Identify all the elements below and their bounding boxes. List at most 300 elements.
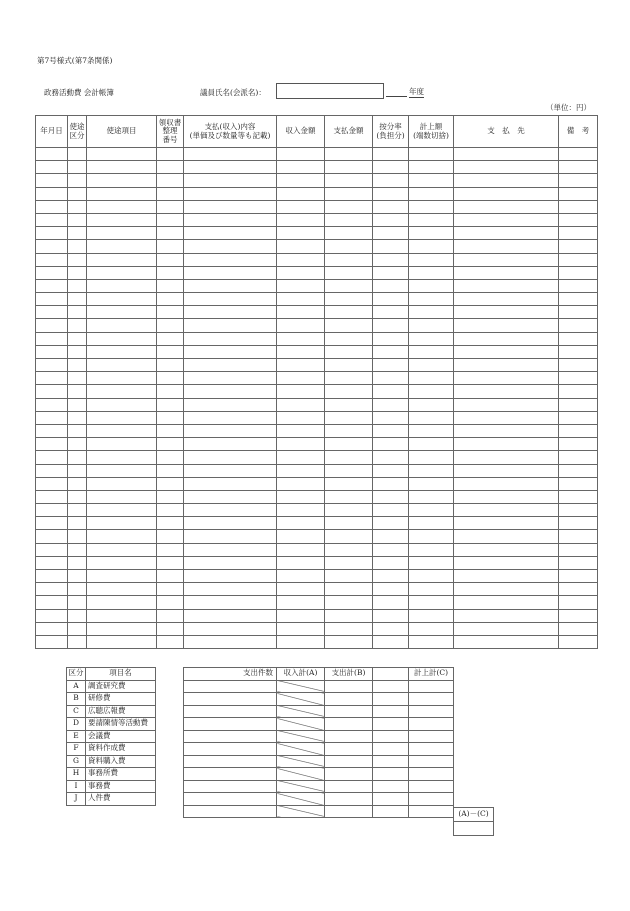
ledger-cell[interactable] bbox=[373, 398, 409, 411]
summary-cell[interactable] bbox=[325, 793, 373, 806]
ledger-cell[interactable] bbox=[454, 570, 559, 583]
ledger-cell[interactable] bbox=[36, 227, 68, 240]
ledger-cell[interactable] bbox=[157, 556, 184, 569]
ledger-cell[interactable] bbox=[559, 148, 598, 161]
ledger-cell[interactable] bbox=[325, 556, 373, 569]
ledger-cell[interactable] bbox=[325, 570, 373, 583]
ledger-cell[interactable] bbox=[325, 424, 373, 437]
ledger-cell[interactable] bbox=[87, 490, 157, 503]
ledger-cell[interactable] bbox=[373, 332, 409, 345]
ledger-cell[interactable] bbox=[184, 253, 277, 266]
ledger-cell[interactable] bbox=[373, 464, 409, 477]
ledger-cell[interactable] bbox=[87, 385, 157, 398]
ledger-cell[interactable] bbox=[87, 556, 157, 569]
ledger-cell[interactable] bbox=[184, 543, 277, 556]
ledger-cell[interactable] bbox=[454, 293, 559, 306]
ledger-cell[interactable] bbox=[157, 477, 184, 490]
ledger-cell[interactable] bbox=[87, 451, 157, 464]
ledger-cell[interactable] bbox=[559, 530, 598, 543]
ledger-cell[interactable] bbox=[409, 161, 454, 174]
ledger-cell[interactable] bbox=[68, 372, 87, 385]
ledger-cell[interactable] bbox=[559, 319, 598, 332]
ledger-cell[interactable] bbox=[157, 583, 184, 596]
ledger-cell[interactable] bbox=[454, 213, 559, 226]
ledger-cell[interactable] bbox=[325, 174, 373, 187]
ledger-cell[interactable] bbox=[373, 635, 409, 648]
ledger-cell[interactable] bbox=[87, 266, 157, 279]
ledger-cell[interactable] bbox=[157, 622, 184, 635]
ledger-cell[interactable] bbox=[454, 530, 559, 543]
ledger-cell[interactable] bbox=[373, 438, 409, 451]
summary-cell[interactable] bbox=[184, 743, 277, 756]
ledger-cell[interactable] bbox=[277, 213, 325, 226]
ledger-cell[interactable] bbox=[373, 490, 409, 503]
ledger-cell[interactable] bbox=[409, 345, 454, 358]
ledger-cell[interactable] bbox=[559, 345, 598, 358]
ledger-cell[interactable] bbox=[157, 174, 184, 187]
ledger-cell[interactable] bbox=[87, 504, 157, 517]
ledger-cell[interactable] bbox=[325, 490, 373, 503]
ledger-cell[interactable] bbox=[68, 240, 87, 253]
ledger-cell[interactable] bbox=[409, 359, 454, 372]
ledger-cell[interactable] bbox=[559, 556, 598, 569]
ledger-cell[interactable] bbox=[373, 306, 409, 319]
ledger-cell[interactable] bbox=[157, 596, 184, 609]
ledger-cell[interactable] bbox=[36, 332, 68, 345]
ledger-cell[interactable] bbox=[157, 293, 184, 306]
ledger-cell[interactable] bbox=[325, 306, 373, 319]
ledger-cell[interactable] bbox=[373, 345, 409, 358]
ledger-cell[interactable] bbox=[373, 161, 409, 174]
ledger-cell[interactable] bbox=[373, 240, 409, 253]
ledger-cell[interactable] bbox=[373, 583, 409, 596]
ledger-cell[interactable] bbox=[559, 635, 598, 648]
ledger-cell[interactable] bbox=[68, 490, 87, 503]
ledger-cell[interactable] bbox=[454, 187, 559, 200]
ledger-cell[interactable] bbox=[157, 148, 184, 161]
ledger-cell[interactable] bbox=[559, 609, 598, 622]
ledger-cell[interactable] bbox=[36, 543, 68, 556]
ledger-cell[interactable] bbox=[277, 635, 325, 648]
ledger-cell[interactable] bbox=[454, 490, 559, 503]
ledger-cell[interactable] bbox=[325, 477, 373, 490]
ledger-cell[interactable] bbox=[277, 424, 325, 437]
ledger-cell[interactable] bbox=[184, 227, 277, 240]
ledger-cell[interactable] bbox=[157, 200, 184, 213]
ledger-cell[interactable] bbox=[277, 148, 325, 161]
ledger-cell[interactable] bbox=[87, 398, 157, 411]
summary-cell[interactable] bbox=[184, 718, 277, 731]
ledger-cell[interactable] bbox=[87, 240, 157, 253]
ledger-cell[interactable] bbox=[277, 332, 325, 345]
ledger-cell[interactable] bbox=[36, 596, 68, 609]
ledger-cell[interactable] bbox=[157, 517, 184, 530]
ledger-cell[interactable] bbox=[454, 359, 559, 372]
ledger-cell[interactable] bbox=[36, 490, 68, 503]
ledger-cell[interactable] bbox=[454, 411, 559, 424]
ledger-cell[interactable] bbox=[36, 372, 68, 385]
ledger-cell[interactable] bbox=[157, 490, 184, 503]
ledger-cell[interactable] bbox=[87, 570, 157, 583]
ledger-cell[interactable] bbox=[87, 306, 157, 319]
ledger-cell[interactable] bbox=[325, 240, 373, 253]
ledger-cell[interactable] bbox=[559, 490, 598, 503]
ledger-cell[interactable] bbox=[373, 451, 409, 464]
ledger-cell[interactable] bbox=[68, 583, 87, 596]
ledger-cell[interactable] bbox=[68, 319, 87, 332]
ledger-cell[interactable] bbox=[325, 148, 373, 161]
ledger-cell[interactable] bbox=[184, 477, 277, 490]
ledger-cell[interactable] bbox=[454, 622, 559, 635]
ledger-cell[interactable] bbox=[87, 279, 157, 292]
ledger-cell[interactable] bbox=[68, 451, 87, 464]
ledger-cell[interactable] bbox=[325, 279, 373, 292]
summary-cell[interactable] bbox=[409, 755, 454, 768]
ledger-cell[interactable] bbox=[277, 504, 325, 517]
ledger-cell[interactable] bbox=[454, 464, 559, 477]
ledger-cell[interactable] bbox=[184, 187, 277, 200]
ledger-cell[interactable] bbox=[277, 279, 325, 292]
ledger-cell[interactable] bbox=[559, 293, 598, 306]
ledger-cell[interactable] bbox=[36, 398, 68, 411]
ledger-cell[interactable] bbox=[184, 279, 277, 292]
ledger-cell[interactable] bbox=[36, 293, 68, 306]
ledger-cell[interactable] bbox=[36, 477, 68, 490]
ledger-cell[interactable] bbox=[184, 161, 277, 174]
ledger-cell[interactable] bbox=[184, 583, 277, 596]
ledger-cell[interactable] bbox=[559, 240, 598, 253]
ledger-cell[interactable] bbox=[36, 200, 68, 213]
ledger-cell[interactable] bbox=[68, 424, 87, 437]
ledger-cell[interactable] bbox=[87, 543, 157, 556]
ledger-cell[interactable] bbox=[68, 385, 87, 398]
ledger-cell[interactable] bbox=[157, 635, 184, 648]
ledger-cell[interactable] bbox=[454, 372, 559, 385]
ledger-cell[interactable] bbox=[373, 279, 409, 292]
ledger-cell[interactable] bbox=[373, 213, 409, 226]
ledger-cell[interactable] bbox=[87, 438, 157, 451]
ledger-cell[interactable] bbox=[36, 187, 68, 200]
ledger-cell[interactable] bbox=[409, 451, 454, 464]
ledger-cell[interactable] bbox=[409, 332, 454, 345]
ledger-cell[interactable] bbox=[325, 372, 373, 385]
ledger-cell[interactable] bbox=[36, 583, 68, 596]
ledger-cell[interactable] bbox=[68, 398, 87, 411]
ledger-cell[interactable] bbox=[68, 438, 87, 451]
ledger-cell[interactable] bbox=[454, 345, 559, 358]
ledger-cell[interactable] bbox=[277, 451, 325, 464]
summary-cell[interactable] bbox=[184, 805, 277, 818]
ledger-cell[interactable] bbox=[373, 385, 409, 398]
ledger-cell[interactable] bbox=[277, 543, 325, 556]
summary-cell[interactable] bbox=[325, 730, 373, 743]
ledger-cell[interactable] bbox=[68, 570, 87, 583]
summary-cell[interactable] bbox=[184, 768, 277, 781]
ledger-cell[interactable] bbox=[277, 359, 325, 372]
ledger-cell[interactable] bbox=[184, 174, 277, 187]
ledger-cell[interactable] bbox=[157, 530, 184, 543]
ledger-cell[interactable] bbox=[454, 200, 559, 213]
ledger-cell[interactable] bbox=[325, 635, 373, 648]
ledger-cell[interactable] bbox=[184, 332, 277, 345]
ledger-cell[interactable] bbox=[68, 279, 87, 292]
ledger-cell[interactable] bbox=[184, 372, 277, 385]
ledger-cell[interactable] bbox=[184, 504, 277, 517]
ledger-cell[interactable] bbox=[157, 570, 184, 583]
ledger-cell[interactable] bbox=[409, 174, 454, 187]
ledger-cell[interactable] bbox=[454, 266, 559, 279]
summary-cell[interactable] bbox=[373, 755, 409, 768]
ledger-cell[interactable] bbox=[409, 227, 454, 240]
ledger-cell[interactable] bbox=[325, 200, 373, 213]
ledger-cell[interactable] bbox=[373, 596, 409, 609]
ledger-cell[interactable] bbox=[157, 240, 184, 253]
ledger-cell[interactable] bbox=[184, 213, 277, 226]
ledger-cell[interactable] bbox=[373, 504, 409, 517]
ledger-cell[interactable] bbox=[277, 464, 325, 477]
ledger-cell[interactable] bbox=[559, 570, 598, 583]
ledger-cell[interactable] bbox=[87, 148, 157, 161]
ledger-cell[interactable] bbox=[184, 319, 277, 332]
ledger-cell[interactable] bbox=[373, 477, 409, 490]
summary-cell[interactable] bbox=[325, 705, 373, 718]
ledger-cell[interactable] bbox=[454, 279, 559, 292]
ledger-cell[interactable] bbox=[36, 556, 68, 569]
ledger-cell[interactable] bbox=[559, 332, 598, 345]
summary-cell[interactable] bbox=[409, 805, 454, 818]
ledger-cell[interactable] bbox=[373, 543, 409, 556]
ledger-cell[interactable] bbox=[454, 424, 559, 437]
summary-cell[interactable] bbox=[325, 805, 373, 818]
ledger-cell[interactable] bbox=[68, 345, 87, 358]
summary-cell[interactable] bbox=[184, 793, 277, 806]
ledger-cell[interactable] bbox=[559, 359, 598, 372]
ledger-cell[interactable] bbox=[157, 253, 184, 266]
ledger-cell[interactable] bbox=[373, 174, 409, 187]
summary-cell[interactable] bbox=[325, 755, 373, 768]
ledger-cell[interactable] bbox=[454, 306, 559, 319]
ledger-cell[interactable] bbox=[454, 556, 559, 569]
ledger-cell[interactable] bbox=[409, 213, 454, 226]
ledger-cell[interactable] bbox=[277, 411, 325, 424]
summary-cell[interactable] bbox=[373, 730, 409, 743]
ledger-cell[interactable] bbox=[373, 609, 409, 622]
ledger-cell[interactable] bbox=[87, 213, 157, 226]
ledger-cell[interactable] bbox=[87, 372, 157, 385]
ledger-cell[interactable] bbox=[87, 609, 157, 622]
ledger-cell[interactable] bbox=[36, 253, 68, 266]
summary-cell[interactable] bbox=[373, 705, 409, 718]
ledger-cell[interactable] bbox=[454, 583, 559, 596]
summary-cell[interactable] bbox=[325, 768, 373, 781]
ledger-cell[interactable] bbox=[373, 266, 409, 279]
ledger-cell[interactable] bbox=[409, 583, 454, 596]
ledger-cell[interactable] bbox=[325, 266, 373, 279]
ledger-cell[interactable] bbox=[277, 596, 325, 609]
ledger-cell[interactable] bbox=[36, 530, 68, 543]
ledger-cell[interactable] bbox=[409, 266, 454, 279]
ledger-cell[interactable] bbox=[184, 570, 277, 583]
ledger-cell[interactable] bbox=[409, 411, 454, 424]
ledger-cell[interactable] bbox=[325, 464, 373, 477]
ledger-cell[interactable] bbox=[277, 187, 325, 200]
ledger-cell[interactable] bbox=[157, 464, 184, 477]
ledger-cell[interactable] bbox=[409, 187, 454, 200]
ledger-cell[interactable] bbox=[277, 477, 325, 490]
ledger-cell[interactable] bbox=[325, 596, 373, 609]
ledger-cell[interactable] bbox=[277, 240, 325, 253]
ledger-cell[interactable] bbox=[277, 438, 325, 451]
summary-cell[interactable] bbox=[373, 693, 409, 706]
ledger-cell[interactable] bbox=[325, 319, 373, 332]
ledger-cell[interactable] bbox=[559, 187, 598, 200]
ledger-cell[interactable] bbox=[409, 200, 454, 213]
ledger-cell[interactable] bbox=[409, 306, 454, 319]
ledger-cell[interactable] bbox=[36, 451, 68, 464]
ledger-cell[interactable] bbox=[559, 451, 598, 464]
ledger-cell[interactable] bbox=[36, 279, 68, 292]
ledger-cell[interactable] bbox=[68, 187, 87, 200]
summary-cell[interactable] bbox=[373, 680, 409, 693]
ledger-cell[interactable] bbox=[325, 609, 373, 622]
ledger-cell[interactable] bbox=[454, 385, 559, 398]
ledger-cell[interactable] bbox=[36, 345, 68, 358]
ledger-cell[interactable] bbox=[454, 319, 559, 332]
ledger-cell[interactable] bbox=[373, 253, 409, 266]
ledger-cell[interactable] bbox=[277, 530, 325, 543]
ledger-cell[interactable] bbox=[184, 200, 277, 213]
ledger-cell[interactable] bbox=[68, 174, 87, 187]
ledger-cell[interactable] bbox=[559, 385, 598, 398]
ledger-cell[interactable] bbox=[325, 543, 373, 556]
ledger-cell[interactable] bbox=[409, 477, 454, 490]
ledger-cell[interactable] bbox=[277, 200, 325, 213]
ledger-cell[interactable] bbox=[409, 504, 454, 517]
ledger-cell[interactable] bbox=[409, 253, 454, 266]
ledger-cell[interactable] bbox=[559, 279, 598, 292]
ledger-cell[interactable] bbox=[325, 517, 373, 530]
ledger-cell[interactable] bbox=[277, 293, 325, 306]
ledger-cell[interactable] bbox=[277, 570, 325, 583]
ledger-cell[interactable] bbox=[157, 385, 184, 398]
summary-cell[interactable] bbox=[184, 755, 277, 768]
summary-cell[interactable] bbox=[373, 780, 409, 793]
ledger-cell[interactable] bbox=[559, 424, 598, 437]
ledger-cell[interactable] bbox=[184, 385, 277, 398]
summary-cell[interactable] bbox=[409, 730, 454, 743]
ledger-cell[interactable] bbox=[325, 345, 373, 358]
ledger-cell[interactable] bbox=[409, 319, 454, 332]
ledger-cell[interactable] bbox=[373, 622, 409, 635]
ledger-cell[interactable] bbox=[559, 596, 598, 609]
ledger-cell[interactable] bbox=[559, 161, 598, 174]
ledger-cell[interactable] bbox=[157, 398, 184, 411]
ledger-cell[interactable] bbox=[277, 174, 325, 187]
ledger-cell[interactable] bbox=[184, 345, 277, 358]
ledger-cell[interactable] bbox=[68, 161, 87, 174]
ledger-cell[interactable] bbox=[559, 174, 598, 187]
ledger-cell[interactable] bbox=[36, 609, 68, 622]
ledger-cell[interactable] bbox=[184, 398, 277, 411]
ledger-cell[interactable] bbox=[157, 543, 184, 556]
ledger-cell[interactable] bbox=[184, 596, 277, 609]
summary-cell[interactable] bbox=[373, 743, 409, 756]
summary-cell[interactable] bbox=[184, 680, 277, 693]
ledger-cell[interactable] bbox=[373, 411, 409, 424]
ledger-cell[interactable] bbox=[87, 200, 157, 213]
ledger-cell[interactable] bbox=[157, 372, 184, 385]
summary-cell[interactable] bbox=[409, 743, 454, 756]
ledger-cell[interactable] bbox=[559, 372, 598, 385]
summary-cell[interactable] bbox=[409, 768, 454, 781]
ledger-cell[interactable] bbox=[454, 240, 559, 253]
ledger-cell[interactable] bbox=[325, 622, 373, 635]
ledger-cell[interactable] bbox=[409, 438, 454, 451]
ledger-cell[interactable] bbox=[373, 570, 409, 583]
summary-cell[interactable] bbox=[409, 693, 454, 706]
summary-cell[interactable] bbox=[373, 718, 409, 731]
ledger-cell[interactable] bbox=[325, 332, 373, 345]
summary-cell[interactable] bbox=[325, 693, 373, 706]
ledger-cell[interactable] bbox=[409, 543, 454, 556]
ledger-cell[interactable] bbox=[454, 609, 559, 622]
ledger-cell[interactable] bbox=[36, 306, 68, 319]
ledger-cell[interactable] bbox=[157, 359, 184, 372]
ledger-cell[interactable] bbox=[409, 372, 454, 385]
ledger-cell[interactable] bbox=[87, 319, 157, 332]
ledger-cell[interactable] bbox=[68, 504, 87, 517]
summary-cell[interactable] bbox=[184, 705, 277, 718]
ledger-cell[interactable] bbox=[184, 266, 277, 279]
ledger-cell[interactable] bbox=[87, 622, 157, 635]
ledger-cell[interactable] bbox=[559, 543, 598, 556]
ledger-cell[interactable] bbox=[87, 596, 157, 609]
ledger-cell[interactable] bbox=[373, 148, 409, 161]
ledger-cell[interactable] bbox=[157, 332, 184, 345]
ledger-cell[interactable] bbox=[277, 398, 325, 411]
ledger-cell[interactable] bbox=[87, 187, 157, 200]
ledger-cell[interactable] bbox=[157, 227, 184, 240]
ledger-cell[interactable] bbox=[454, 148, 559, 161]
ledger-cell[interactable] bbox=[373, 517, 409, 530]
ledger-cell[interactable] bbox=[36, 517, 68, 530]
ledger-cell[interactable] bbox=[454, 253, 559, 266]
ledger-cell[interactable] bbox=[325, 187, 373, 200]
ledger-cell[interactable] bbox=[454, 438, 559, 451]
ledger-cell[interactable] bbox=[277, 319, 325, 332]
ledger-cell[interactable] bbox=[409, 517, 454, 530]
ledger-cell[interactable] bbox=[157, 319, 184, 332]
ledger-cell[interactable] bbox=[277, 306, 325, 319]
ledger-cell[interactable] bbox=[87, 635, 157, 648]
ledger-cell[interactable] bbox=[325, 504, 373, 517]
ledger-cell[interactable] bbox=[454, 227, 559, 240]
ledger-cell[interactable] bbox=[325, 161, 373, 174]
ledger-cell[interactable] bbox=[454, 596, 559, 609]
ledger-cell[interactable] bbox=[68, 596, 87, 609]
ledger-cell[interactable] bbox=[184, 148, 277, 161]
ledger-cell[interactable] bbox=[277, 517, 325, 530]
ledger-cell[interactable] bbox=[184, 556, 277, 569]
ledger-cell[interactable] bbox=[454, 635, 559, 648]
ledger-cell[interactable] bbox=[36, 148, 68, 161]
ledger-cell[interactable] bbox=[373, 293, 409, 306]
ledger-cell[interactable] bbox=[409, 622, 454, 635]
summary-cell[interactable] bbox=[409, 680, 454, 693]
ledger-cell[interactable] bbox=[68, 227, 87, 240]
ledger-cell[interactable] bbox=[157, 306, 184, 319]
ledger-cell[interactable] bbox=[184, 635, 277, 648]
